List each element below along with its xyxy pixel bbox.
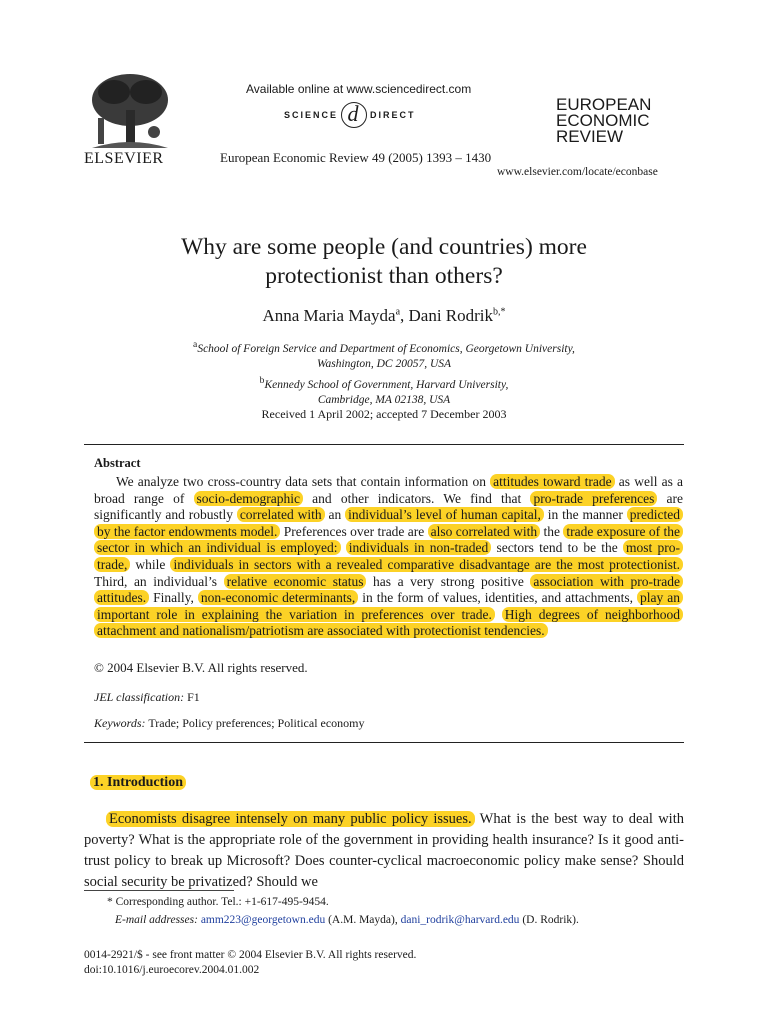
highlighted-phrase: attitudes toward trade (490, 474, 615, 489)
journal-brand-line: REVIEW (556, 127, 624, 146)
jel-value: F1 (184, 690, 200, 704)
highlighted-phrase: socio-demographic (194, 491, 303, 506)
affiliation-mark: b (259, 374, 265, 386)
sd-right-text: DIRECT (370, 110, 416, 120)
keywords (94, 716, 365, 731)
highlighted-phrase: also correlated with (428, 524, 540, 539)
highlighted-phrase: individuals in sectors with a revealed comparative disadvantage are the most protectionist. (170, 557, 683, 572)
highlighted-phrase: High degrees of neighborhood attachment and nationalism/patriotism are associated with protectionist tendencies. (94, 607, 683, 639)
journal-brand-line: ECONOMIC (556, 111, 650, 130)
keywords-value: Trade; Policy preferences; Political economy (145, 716, 365, 730)
affiliations (84, 337, 684, 409)
publisher-name: ELSEVIER (84, 150, 164, 167)
available-online-text: Available online at www.sciencedirect.com (246, 82, 472, 96)
affiliation-text: Cambridge, MA 02138, USA (317, 394, 451, 407)
email-label: E-mail addresses: (115, 914, 198, 926)
divider (84, 742, 684, 743)
highlighted-phrase: individuals in non-traded (346, 540, 491, 555)
abstract-segment: in the manner (543, 507, 627, 523)
title-line: Why are some people (and countries) more (181, 234, 587, 260)
abstract-segment: We analyze two cross-country data sets that contain information on (116, 474, 491, 489)
abstract-segment (495, 607, 502, 622)
divider (84, 444, 684, 445)
author-affiliation-mark: a (395, 306, 401, 318)
abstract-segment: are significantly and robustly (94, 490, 684, 523)
highlighted-phrase: most pro-trade, (94, 540, 683, 572)
doi-line[interactable]: doi:10.1016/j.euroecorev.2004.01.002 (84, 964, 260, 976)
author-list (84, 306, 684, 326)
author-name: Dani Rodrik (408, 306, 494, 325)
intro-paragraph (84, 809, 684, 893)
jel-label: JEL classification: (94, 690, 185, 704)
author-separator: , (400, 306, 409, 325)
email-link[interactable]: amm223@georgetown.edu (200, 914, 326, 926)
journal-brand (556, 97, 651, 145)
author-affiliation-mark: b,* (493, 306, 506, 318)
journal-url[interactable]: www.elsevier.com/locate/econbase (497, 166, 658, 178)
footnote-corresponding: * Corresponding author. Tel.: +1-617-495-9454. (107, 896, 329, 908)
email-link[interactable]: dani_rodrik@harvard.edu (400, 914, 520, 926)
abstract-segment: and other indicators. We find that (302, 490, 531, 506)
affiliation-text: Kennedy School of Government, Harvard University, (264, 378, 509, 391)
abstract-segment: Third, an individual’s (94, 573, 224, 589)
highlighted-phrase: play an important role in explaining the variation in preferences over trade. (94, 590, 683, 622)
abstract-body (94, 474, 683, 640)
affiliation-b (84, 373, 684, 393)
highlighted-phrase: predicted by the factor endowments model. (94, 507, 683, 539)
abstract-segment: has a very strong positive (366, 573, 531, 589)
abstract-segment: while (130, 556, 171, 572)
footnote-emails (115, 914, 579, 926)
abstract-segment: the (540, 523, 564, 539)
abstract-segment: as well as a broad range of (94, 474, 683, 506)
abstract-segment: an (324, 507, 346, 523)
footnote-rule (84, 890, 234, 891)
highlighted-phrase: individual’s level of human capital, (345, 507, 544, 522)
journal-brand-line: EUROPEAN (556, 95, 652, 114)
highlighted-phrase: relative economic status (224, 574, 367, 589)
journal-citation: European Economic Review 49 (2005) 1393 – 1430 (220, 150, 492, 165)
affiliation-text: Washington, DC 20057, USA (316, 358, 452, 371)
abstract-heading: Abstract (94, 456, 141, 470)
issn-line: 0014-2921/$ - see front matter © 2004 Elsevier B.V. All rights reserved. (84, 949, 417, 961)
sciencedirect-logo (284, 102, 416, 128)
jel-classification (94, 690, 200, 705)
elsevier-tree-logo (84, 70, 176, 152)
received-dates: Received 1 April 2002; accepted 7 December 2003 (261, 407, 507, 421)
title-line: protectionist than others? (265, 263, 503, 289)
abstract-segment (341, 540, 346, 555)
email-owner: (D. Rodrik). (519, 914, 579, 926)
abstract-segment: Preferences over trade are (280, 523, 428, 539)
highlighted-phrase: correlated with (237, 507, 325, 522)
paper-title (84, 233, 684, 291)
abstract-segment: Finally, (149, 590, 198, 606)
abstract-copyright: © 2004 Elsevier B.V. All rights reserved. (94, 660, 308, 675)
highlighted-phrase: pro-trade preferences (530, 491, 657, 506)
highlighted-phrase: Economists disagree intensely on many public policy issues. (106, 811, 475, 827)
section-heading-text: 1. Introduction (90, 775, 186, 790)
highlighted-phrase: association with pro-trade attitudes. (94, 574, 683, 606)
abstract-segment: in the form of values, identities, and attachments, (358, 590, 637, 606)
affiliation-mark: a (193, 339, 198, 350)
sd-left-text: SCIENCE (284, 110, 339, 120)
section-heading (90, 775, 186, 791)
intro-text: What is the best way to deal with poverty? What is the appropriate role of the government in providing health insurance? Is it good anti-trust policy to break up Microsoft? Does counter-cyclical macroeconomic policy make sense? Should social security be privatized? Should we (84, 811, 684, 890)
affiliation-a (84, 337, 684, 357)
abstract-segment: sectors tend to be the (491, 540, 624, 556)
keywords-label: Keywords: (94, 716, 146, 730)
sd-mark: d (341, 102, 367, 128)
author-name: Anna Maria Mayda (262, 306, 396, 325)
email-owner: (A.M. Mayda), (325, 914, 401, 926)
highlighted-phrase: trade exposure of the sector in which an individual is employed: (94, 524, 683, 556)
affiliation-text: School of Foreign Service and Department of Economics, Georgetown University, (197, 342, 575, 355)
highlighted-phrase: non-economic determinants, (198, 590, 358, 605)
